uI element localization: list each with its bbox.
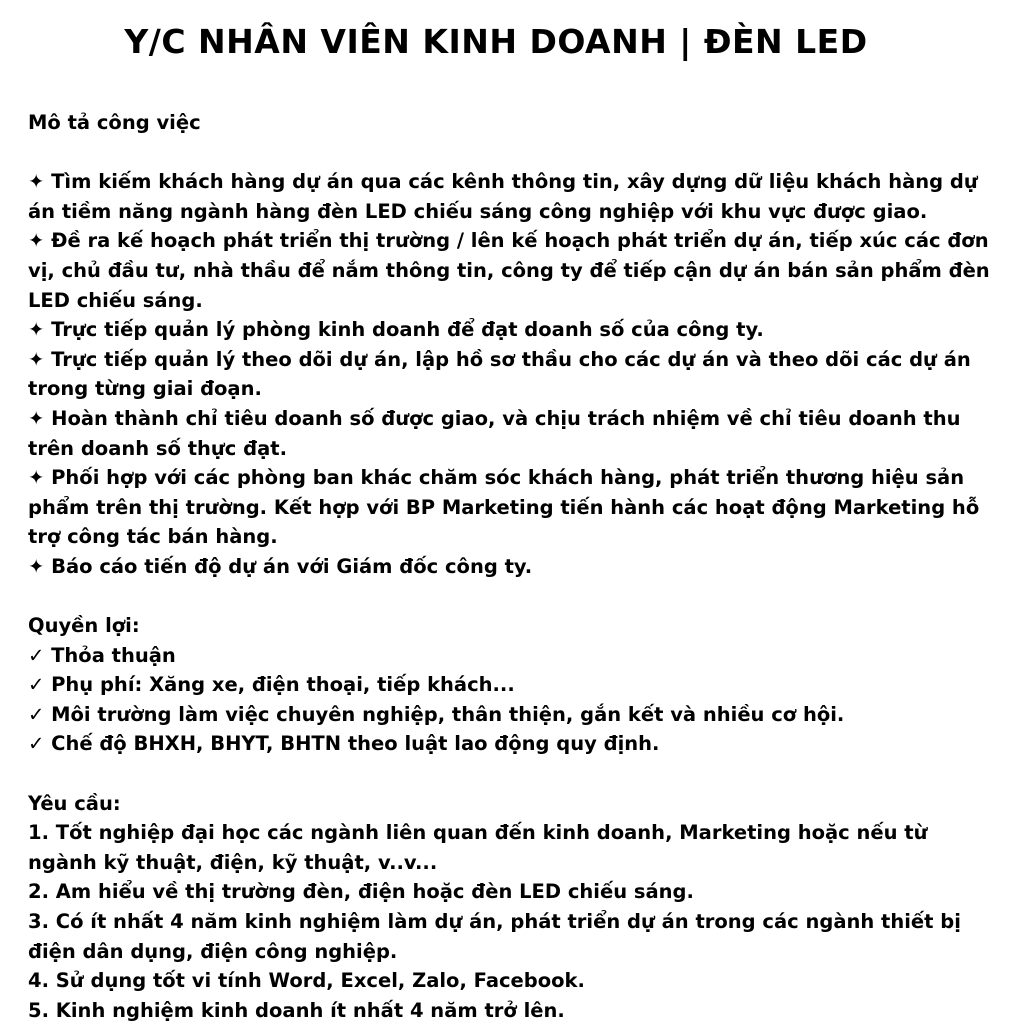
requirement-item: 4. Sử dụng tốt vi tính Word, Excel, Zalo, Facebook. <box>28 969 585 993</box>
requirement-item: 2. Am hiểu về thị trường đèn, điện hoặc đèn LED chiếu sáng. <box>28 880 694 904</box>
description-item: ✦ Trực tiếp quản lý theo dõi dự án, lập hồ sơ thầu cho các dự án và theo dõi các dự án trong từng giai đoạn. <box>28 347 971 401</box>
requirement-item: 1. Tốt nghiệp đại học các ngành liên quan đến kinh doanh, Marketing hoặc nếu từ ngành kỹ thuật, điện, kỹ thuật, v..v... <box>28 821 928 874</box>
description-item: ✦ Phối hợp với các phòng ban khác chăm sóc khách hàng, phát triển thương hiệu sản phẩm trên thị trường. Kết hợp với BP Marketing tiến hành các hoạt động Marketing hỗ trợ công tác bán hàng. <box>28 466 980 549</box>
description-heading: Mô tả công việc <box>28 111 201 134</box>
benefits-heading: Quyền lợi: <box>28 614 140 638</box>
job-content <box>28 108 1003 1024</box>
description-item: ✦ Báo cáo tiến độ dự án với Giám đốc công ty. <box>28 554 533 578</box>
section-spacer <box>28 138 1003 168</box>
section-spacer <box>28 582 1003 612</box>
benefit-item: ✓ Thỏa thuận <box>28 643 176 667</box>
description-item: ✦ Hoàn thành chỉ tiêu doanh số được giao, và chịu trách nhiệm về chỉ tiêu doanh thu trên doanh số thực đạt. <box>28 406 961 460</box>
section-spacer <box>28 759 1003 789</box>
requirement-item: 3. Có ít nhất 4 năm kinh nghiệm làm dự án, phát triển dự án trong các ngành thiết bị điện dân dụng, điện công nghiệp. <box>28 910 961 963</box>
benefit-item: ✓ Môi trường làm việc chuyên nghiệp, thân thiện, gắn kết và nhiều cơ hội. <box>28 702 845 726</box>
requirement-item: 5. Kinh nghiệm kinh doanh ít nhất 4 năm trở lên. <box>28 998 565 1022</box>
benefit-item: ✓ Phụ phí: Xăng xe, điện thoại, tiếp khách... <box>28 673 515 697</box>
description-item: ✦ Trực tiếp quản lý phòng kinh doanh để đạt doanh số của công ty. <box>28 318 764 342</box>
requirements-heading: Yêu cầu: <box>28 791 121 815</box>
benefit-item: ✓ Chế độ BHXH, BHYT, BHTN theo luật lao động quy định. <box>28 732 660 756</box>
description-item: ✦ Đề ra kế hoạch phát triển thị trường / lên kế hoạch phát triển dự án, tiếp xúc các đơn vị, chủ đầu tư, nhà thầu để nắm thông tin, công ty để tiếp cận dự án bán sản phẩm đèn LED chiếu sáng. <box>28 229 990 312</box>
page-title: Y/C NHÂN VIÊN KINH DOANH | ĐÈN LED <box>124 22 868 61</box>
description-item: ✦ Tìm kiếm khách hàng dự án qua các kênh thông tin, xây dựng dữ liệu khách hàng dự án tiềm năng ngành hàng đèn LED chiếu sáng công nghiệp với khu vực được giao. <box>28 170 978 223</box>
